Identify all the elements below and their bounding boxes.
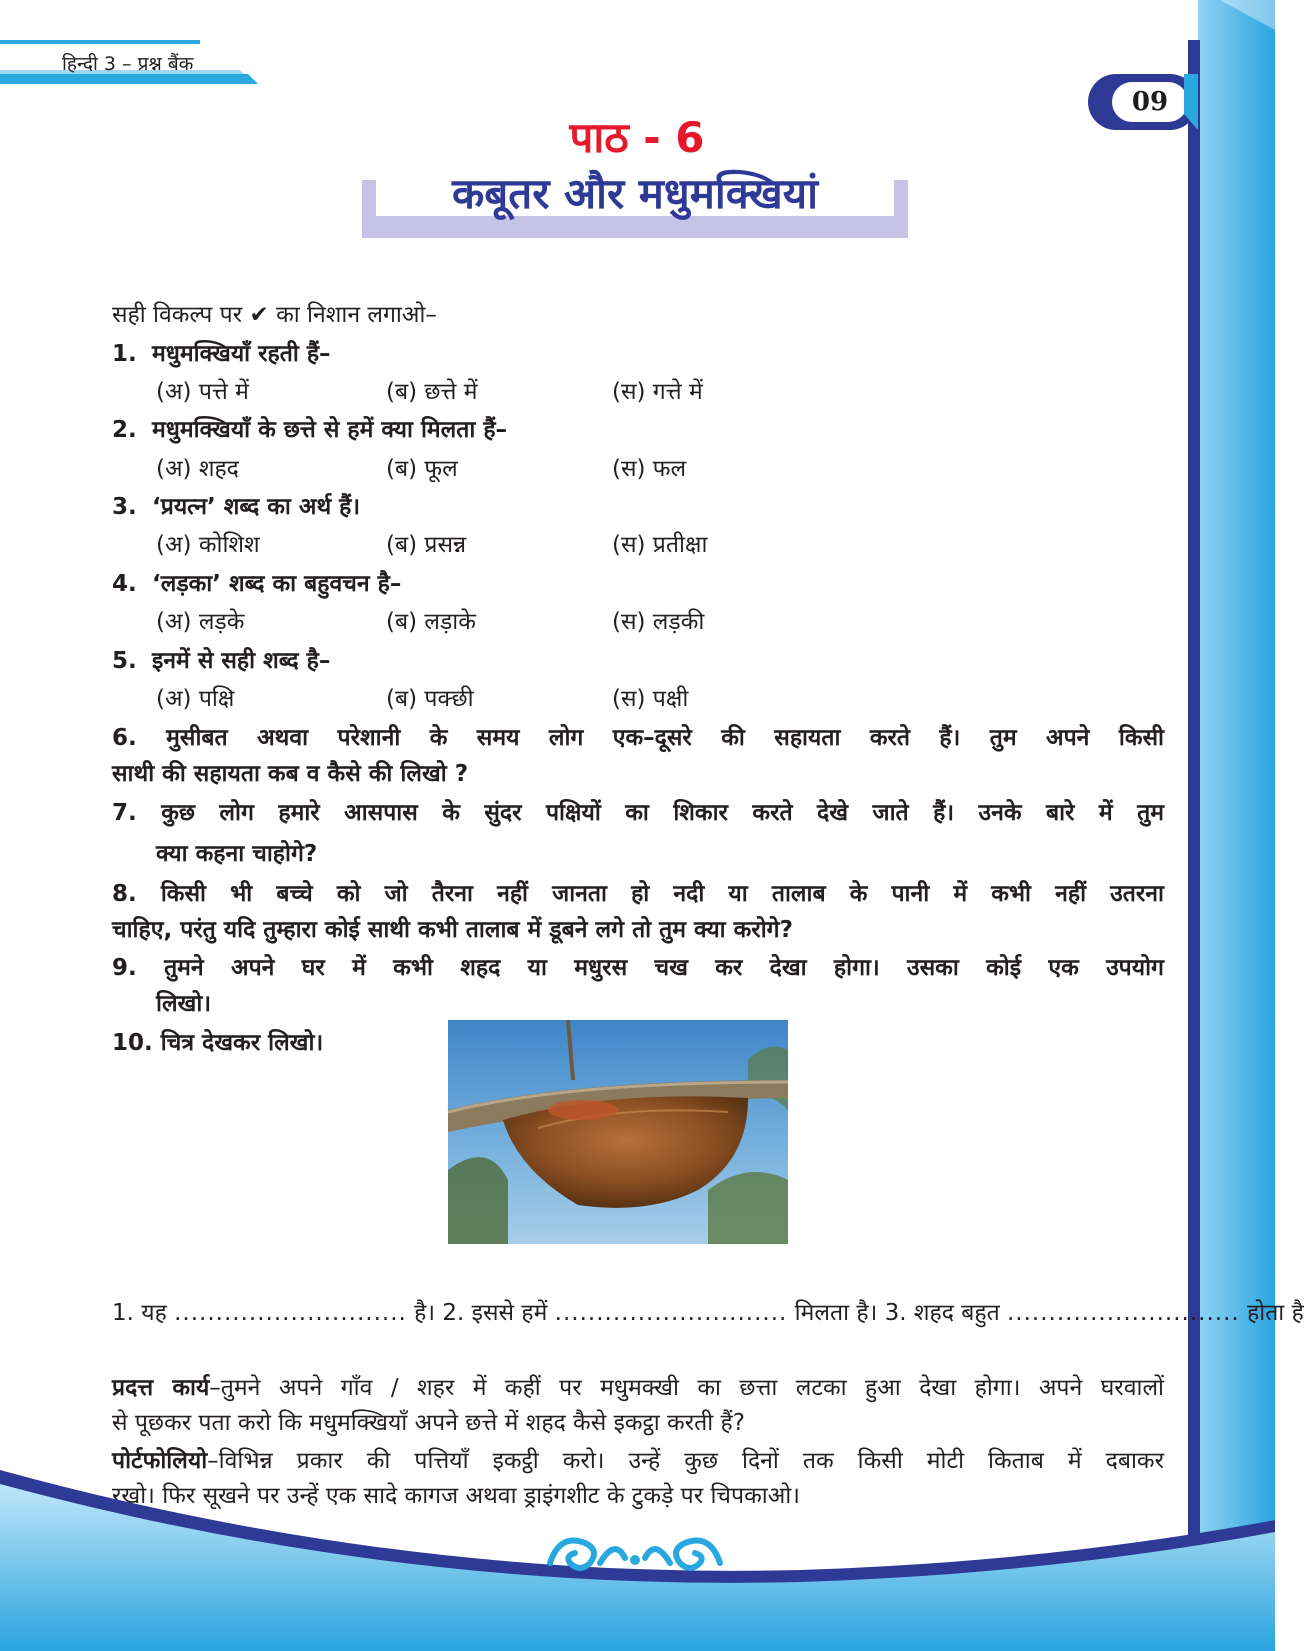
instruction-text: सही विकल्प पर xyxy=(112,302,243,328)
lesson-title: कबूतर और मधुमक्खियां xyxy=(452,169,818,218)
question-6-line2: साथी की सहायता कब व कैसे की लिखो ? xyxy=(112,761,469,787)
blank-1[interactable]: ............................ xyxy=(174,1300,407,1326)
check-mark-icon: ✔ xyxy=(249,302,269,328)
question-9-line2: लिखो। xyxy=(156,991,212,1017)
options-2 xyxy=(0,451,1100,481)
instruction xyxy=(112,297,437,329)
instruction-text: का निशान लगाओ– xyxy=(276,302,437,328)
option[interactable]: (ब) पक्छी xyxy=(386,686,474,712)
option[interactable]: (अ) पक्षि xyxy=(156,686,235,712)
footer-ornament xyxy=(540,1528,730,1578)
options-5 xyxy=(0,681,1100,711)
project-label: प्रदत्त कार्य xyxy=(112,1375,210,1401)
book-title: हिन्दी 3 – प्रश्न बैंक xyxy=(62,53,194,75)
option[interactable]: (अ) कोशिश xyxy=(156,532,260,558)
question-2: 2. मधुमक्खियाँ के छत्ते से हमें क्या मिलता हैं– xyxy=(112,417,508,443)
right-edge-decoration xyxy=(1180,0,1275,1651)
question-8-line2: चाहिए, परंतु यदि तुम्हारा कोई साथी कभी तालाब में डूबने लगे तो तुम क्या करोगे? xyxy=(112,917,793,943)
options-1 xyxy=(0,374,1100,404)
option[interactable]: (स) लड़की xyxy=(612,609,705,635)
question-10: 10. चित्र देखकर लिखो। xyxy=(112,1030,324,1056)
option[interactable]: (स) फल xyxy=(612,456,687,482)
question-9-line1: 9. तुमने अपने घर में कभी शहद या मधुरस चख कर देखा होगा। उसका कोई एक उपयोग xyxy=(112,955,1164,981)
blank-2[interactable]: ............................ xyxy=(554,1300,788,1326)
options-3 xyxy=(0,527,1100,557)
option[interactable]: (ब) फूल xyxy=(386,456,458,482)
option[interactable]: (स) पक्षी xyxy=(612,686,689,712)
question-8-line1: 8. किसी भी बच्चे को जो तैरना नहीं जानता हो नदी या तालाब के पानी में कभी नहीं उतरना xyxy=(112,881,1164,907)
option[interactable]: (ब) लड़ाके xyxy=(386,609,476,635)
lesson-number: पाठ - 6 xyxy=(569,113,705,162)
question-7-line2: क्या कहना चाहोगे? xyxy=(156,841,318,867)
options-4 xyxy=(0,604,1100,634)
option[interactable]: (स) गत्ते में xyxy=(612,379,703,405)
question-6-line1: 6. मुसीबत अथवा परेशानी के समय लोग एक–दूसरे की सहायता करते हैं। तुम अपने किसी xyxy=(112,725,1164,751)
option[interactable]: (अ) शहद xyxy=(156,456,239,482)
question-5: 5. इनमें से सही शब्द है– xyxy=(112,648,331,674)
page-number: 09 xyxy=(1131,87,1169,117)
option[interactable]: (स) प्रतीक्षा xyxy=(612,532,708,558)
option[interactable]: (अ) पत्ते में xyxy=(156,379,249,405)
option[interactable]: (ब) प्रसन्न xyxy=(386,532,467,558)
project-line1: प्रदत्त कार्य–तुमने अपने गाँव / शहर में कहीं पर मधुमक्खी का छत्ता लटका हुआ देखा होगा। अपने घरवालों xyxy=(112,1375,1164,1401)
portfolio-line1: पोर्टफोलियो–विभिन्न प्रकार की पत्तियाँ इकट्ठी करो। उन्हें कुछ दिनों तक किसी मोटी किताब में दबाकर xyxy=(112,1448,1164,1474)
question-3: 3. ‘प्रयत्न’ शब्द का अर्थ हैं। xyxy=(112,494,361,520)
option[interactable]: (अ) लड़के xyxy=(156,609,245,635)
option[interactable]: (ब) छत्ते में xyxy=(386,379,478,405)
portfolio-line2: रखो। फिर सूखने पर उन्हें एक सादे कागज अथवा ड्राइंगशीट के टुकड़े पर चिपकाओ। xyxy=(112,1483,800,1509)
beehive-photo xyxy=(448,1020,788,1244)
question-1: 1. मधुमक्खियाँ रहती हैं– xyxy=(112,341,331,367)
blank-3[interactable]: ............................ xyxy=(1007,1300,1240,1326)
fill-in-the-blanks: 1. यह ............................ है। 2. इससे हमें ............................ मिलता है। 3. शहद बहुत ............................ होता है xyxy=(112,1300,1304,1326)
project-line2: से पूछकर पता करो कि मधुमक्खियाँ अपने छत्ते में शहद कैसे इकट्ठा करती हैं? xyxy=(112,1410,745,1436)
question-4: 4. ‘लड़का’ शब्द का बहुवचन है– xyxy=(112,571,402,597)
portfolio-label: पोर्टफोलियो xyxy=(112,1448,208,1474)
question-7-line1: 7. कुछ लोग हमारे आसपास के सुंदर पक्षियों का शिकार करते देखे जाते हैं। उनके बारे में तुम xyxy=(112,800,1164,826)
